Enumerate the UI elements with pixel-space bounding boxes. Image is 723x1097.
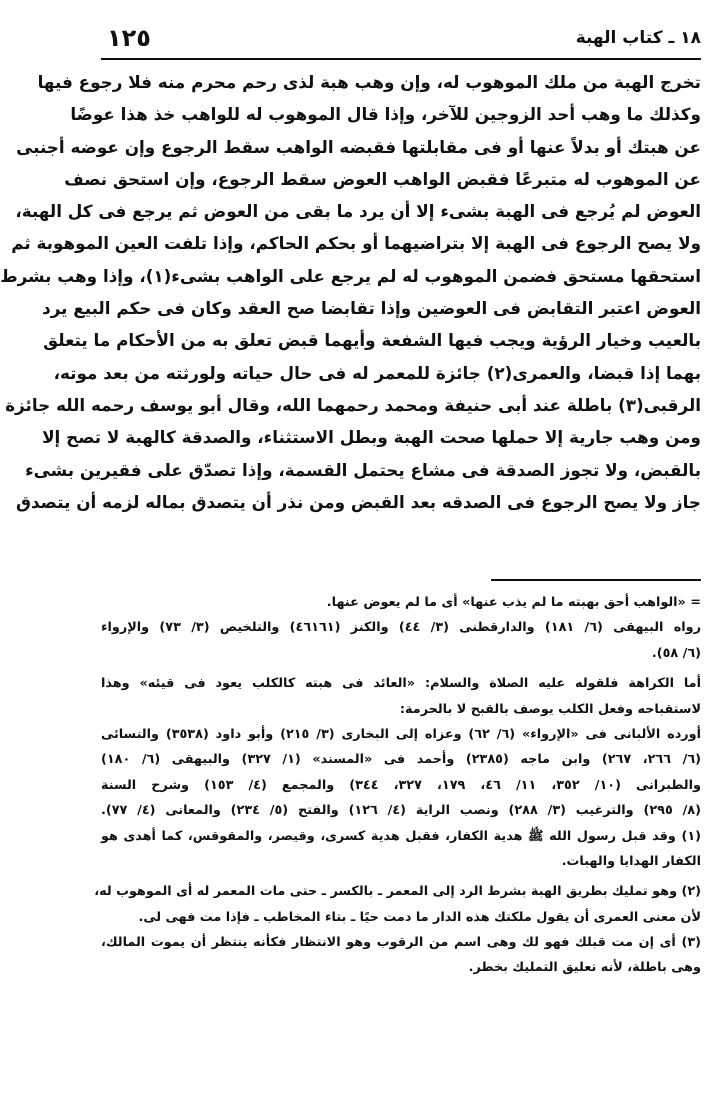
footnote-line: = «الواهب أحق بهبته ما لم يذب عنها» أى ما لم يعوض عنها. xyxy=(326,595,701,610)
footnote-separator xyxy=(491,579,701,581)
main-text xyxy=(0,66,701,518)
page-header xyxy=(101,24,701,58)
footnote-line: والطبرانى (١٠/ ٣٥٢، ١١/ ٤٦، ١٧٩، ٣٢٧، ٣٤٤) والمجمع (٤/ ١٥٣) وشرح السنة xyxy=(101,777,701,793)
text-line: ولا يصح الرجوع فى الهبة إلا بتراضيهما أو بحكم الحاكم، وإذا تلفت العين الموهوبة ثم xyxy=(11,233,701,254)
text-line: ومن وهب جارية إلا حملها صحت الهبة وبطل الاستثناء، والصدقة كالهبة لا تصح إلا xyxy=(42,427,701,448)
footnote-line: الكفار الهدايا والهبات. xyxy=(561,853,701,869)
footnote-line: رواه البيهقى (٦/ ١٨١) والدارقطنى (٣/ ٤٤) والكنز (٤٦١٦١) والتلخيص (٣/ ٧٣) والإرواء xyxy=(101,620,702,636)
footnote-line: (٢) وهو تمليك بطريق الهبة بشرط الرد إلى المعمر ـ بالكسر ـ حتى مات المعمر له أى الموهوب له، xyxy=(94,884,701,900)
text-line: بهما إذا قبضا، والعمرى(٢) جائزة للمعمر له فى حال حياته ولورثته من بعد موته، xyxy=(53,362,701,383)
book-page xyxy=(0,24,702,976)
text-line: العوض لم يُرجع فى الهبة بشىء إلا أن يرد ما بقى من العوض ثم يرجع فى كل الهبة، xyxy=(15,201,701,222)
text-line: عن الموهوب له متبرعًا فقبض الواهب العوض سقط الرجوع، وإن استحق نصف xyxy=(64,168,701,189)
text-line: وكذلك ما وهب أحد الزوجين للآخر، وإذا قال الموهوب له للواهب خذ هذا عوضًا xyxy=(70,104,701,125)
footnote-line: (٨/ ٢٩٥) والترغيب (٣/ ٢٨٨) ونصب الراية (٤/ ١٢٦) والفتح (٥/ ٢٣٤) والمعانى (٤/ ٧٧). xyxy=(101,803,701,819)
header-rule xyxy=(101,58,701,60)
footnote-line: وهى باطلة، لأنه تعليق التمليك بخطر. xyxy=(468,960,701,976)
footnote-line: (٦/ ٥٨). xyxy=(651,645,701,661)
footnote-line: (٣) أى إن مت قبلك فهو لك وهى اسم من الرقوب وهو الانتظار فكأنه ينتظر أن يموت المالك، xyxy=(101,935,701,951)
text-line: الرقبى(٣) باطلة عند أبى حنيفة ومحمد رحمهما الله، وقال أبو يوسف رحمه الله جائزة xyxy=(5,394,701,415)
text-line: بالعيب وخيار الرؤية ويجب فيها الشفعة وأيهما قبض تعلق به من الأحكام ما يتعلق xyxy=(43,330,701,351)
page-number: ١٢٥ xyxy=(107,24,151,52)
text-line: عن هبتك أو بدلاً عنها أو فى مقابلتها فقبضه الواهب سقط الرجوع وإن عوضه أجنبى xyxy=(16,136,701,157)
text-line: العوض اعتبر التقابض فى العوضين وإذا تقابضا صح العقد وكان فى حكم البيع يرد xyxy=(42,298,701,319)
footnote-line: أما الكراهة فلقوله عليه الصلاة والسلام: «العائد فى هبته كالكلب يعود فى قيئه» وهذا xyxy=(101,676,701,692)
footnote-line: أورده الألبانى فى «الإرواء» (٦/ ٦٢) وعزاه إلى البخارى (٣/ ٢١٥) وأبو داود (٣٥٣٨) والنسائى xyxy=(101,726,701,742)
footnote-line: لأن معنى العمرى أن يقول ملكتك هذه الدار ما دمت حيًا ـ بتاء المخاطب ـ فإذا مت فهى لى. xyxy=(138,909,701,925)
text-line: تخرج الهبة من ملك الموهوب له، وإن وهب هبة لذى رحم محرم منه فلا رجوع فيها xyxy=(37,72,701,92)
chapter-title: ١٨ ـ كتاب الهبة xyxy=(575,28,701,48)
footnote-line: (١) وقد قبل رسول الله ﷺ هدية الكفار، فقبل هدية كسرى، وقيصر، والمقوقس، كما أهدى هو xyxy=(101,828,701,844)
text-line: بالقبض، ولا تجوز الصدقة فى مشاع يحتمل القسمة، وإذا تصدّق على فقيرين بشىء xyxy=(25,459,701,480)
footnotes xyxy=(94,590,702,981)
text-line: جاز ولا يصح الرجوع فى الصدقه بعد القبض ومن نذر أن يتصدق بماله لزمه أن يتصدق xyxy=(15,491,701,512)
text-line: استحقها مستحق فضمن الموهوب له لم يرجع على الواهب بشىء(١)، وإذا وهب بشرط xyxy=(0,265,701,286)
footnote-line: لاستقباحه وفعل الكلب يوصف بالقبح لا بالحرمة: xyxy=(399,701,701,717)
footnote-line: (٦/ ٢٦٦، ٢٦٧) وابن ماجه (٢٣٨٥) وأحمد فى «المسند» (١/ ٣٢٧) والبيهقى (٦/ ١٨٠) xyxy=(101,752,701,768)
